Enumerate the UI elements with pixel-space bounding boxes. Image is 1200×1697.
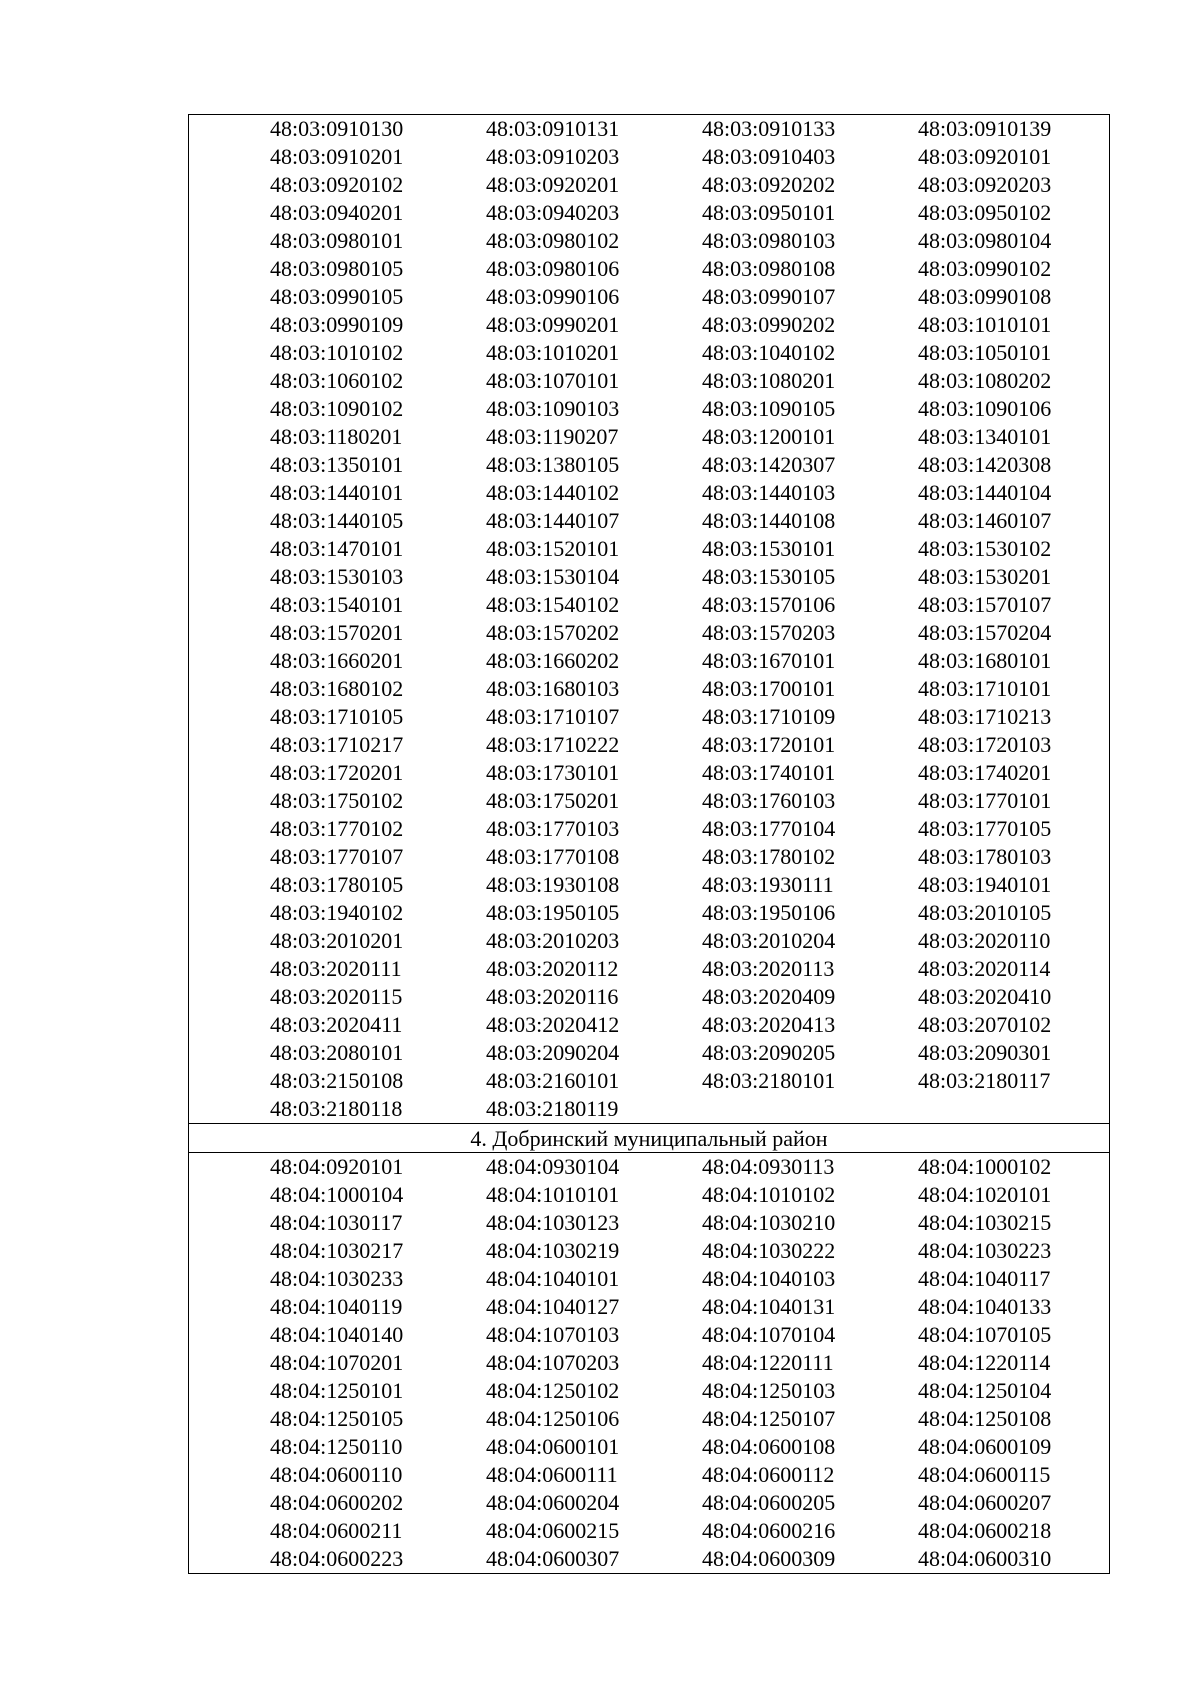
cadastral-number-cell: 48:03:0980101 <box>270 228 404 253</box>
cadastral-number-cell: 48:03:2160101 <box>486 1068 620 1093</box>
cadastral-number-cell: 48:04:1040103 <box>702 1266 836 1291</box>
table-row <box>189 311 1109 339</box>
cadastral-number-cell: 48:03:0910131 <box>486 116 620 141</box>
cadastral-number-cell: 48:03:0920203 <box>918 172 1052 197</box>
cadastral-number-cell: 48:04:1220114 <box>918 1350 1051 1375</box>
cadastral-number-cell: 48:03:0990102 <box>918 256 1052 281</box>
table-row <box>189 1067 1109 1095</box>
cadastral-number-cell: 48:04:0600108 <box>702 1434 836 1459</box>
table-row <box>189 227 1109 255</box>
cadastral-number-cell: 48:03:1770108 <box>486 844 620 869</box>
table-row <box>189 1265 1109 1293</box>
cadastral-number-cell: 48:03:1720101 <box>702 732 836 757</box>
table-row <box>189 1405 1109 1433</box>
cadastral-number-cell: 48:03:2010105 <box>918 900 1052 925</box>
cadastral-number-cell: 48:03:2070102 <box>918 1012 1052 1037</box>
table-row <box>189 199 1109 227</box>
cadastral-number-cell: 48:03:1710213 <box>918 704 1052 729</box>
cadastral-number-cell: 48:03:1570202 <box>486 620 620 645</box>
table-row <box>189 1321 1109 1349</box>
cadastral-number-cell: 48:03:2010204 <box>702 928 836 953</box>
cadastral-number-cell: 48:03:1740101 <box>702 760 836 785</box>
cadastral-number-cell: 48:03:1340101 <box>918 424 1052 449</box>
cadastral-number-cell: 48:04:1030219 <box>486 1238 620 1263</box>
cadastral-number-cell: 48:04:1040117 <box>918 1266 1051 1291</box>
cadastral-number-cell: 48:03:2020116 <box>486 984 619 1009</box>
cadastral-number-cell: 48:03:1760103 <box>702 788 836 813</box>
cadastral-number-cell: 48:04:1250110 <box>270 1434 403 1459</box>
cadastral-number-cell: 48:03:1570203 <box>702 620 836 645</box>
table-row <box>189 1349 1109 1377</box>
cadastral-number-cell: 48:03:2020115 <box>270 984 403 1009</box>
cadastral-number-cell: 48:03:0990201 <box>486 312 620 337</box>
cadastral-number-cell: 48:03:1940101 <box>918 872 1052 897</box>
cadastral-number-cell: 48:04:1040133 <box>918 1294 1052 1319</box>
cadastral-number-cell: 48:03:1090106 <box>918 396 1052 421</box>
cadastral-number-cell: 48:04:1250108 <box>918 1406 1052 1431</box>
cadastral-number-cell: 48:03:2020412 <box>486 1012 620 1037</box>
cadastral-number-cell: 48:04:1040140 <box>270 1322 404 1347</box>
table-row <box>189 871 1109 899</box>
cadastral-number-cell: 48:03:1770103 <box>486 816 620 841</box>
cadastral-number-cell: 48:04:0600216 <box>702 1518 836 1543</box>
cadastral-number-cell: 48:03:2020409 <box>702 984 836 1009</box>
table-row <box>189 955 1109 983</box>
cadastral-number-cell: 48:03:1190207 <box>486 424 619 449</box>
cadastral-number-cell: 48:03:1440107 <box>486 508 620 533</box>
cadastral-number-cell: 48:03:2020410 <box>918 984 1052 1009</box>
cadastral-number-cell: 48:03:2020411 <box>270 1012 403 1037</box>
cadastral-number-cell: 48:04:1030222 <box>702 1238 836 1263</box>
cadastral-number-cell: 48:03:1080201 <box>702 368 836 393</box>
cadastral-number-cell: 48:03:1440105 <box>270 508 404 533</box>
cadastral-number-cell: 48:03:1050101 <box>918 340 1052 365</box>
cadastral-number-cell: 48:04:0600307 <box>486 1546 620 1571</box>
cadastral-number-cell: 48:03:1710101 <box>918 676 1052 701</box>
cadastral-number-cell: 48:03:1010101 <box>918 312 1052 337</box>
cadastral-number-cell: 48:03:2020413 <box>702 1012 836 1037</box>
table-row <box>189 367 1109 395</box>
cadastral-number-cell: 48:04:1250101 <box>270 1378 404 1403</box>
cadastral-number-cell: 48:04:0600115 <box>918 1462 1051 1487</box>
cadastral-number-cell: 48:03:1770105 <box>918 816 1052 841</box>
cadastral-number-cell: 48:03:1010102 <box>270 340 404 365</box>
cadastral-number-cell: 48:04:0600112 <box>702 1462 835 1487</box>
cadastral-number-cell: 48:03:0990105 <box>270 284 404 309</box>
cadastral-number-cell: 48:03:0990107 <box>702 284 836 309</box>
cadastral-number-cell: 48:03:2020112 <box>486 956 619 981</box>
cadastral-number-cell: 48:03:1080202 <box>918 368 1052 393</box>
table-section <box>189 115 1109 1123</box>
table-row <box>189 1011 1109 1039</box>
cadastral-number-cell: 48:03:2010203 <box>486 928 620 953</box>
cadastral-number-cell: 48:03:1680102 <box>270 676 404 701</box>
cadastral-number-cell: 48:03:0910201 <box>270 144 404 169</box>
cadastral-number-cell: 48:03:0980102 <box>486 228 620 253</box>
cadastral-number-cell: 48:03:1460107 <box>918 508 1052 533</box>
cadastral-number-cell: 48:03:1570204 <box>918 620 1052 645</box>
cadastral-number-cell: 48:04:0600218 <box>918 1518 1052 1543</box>
cadastral-number-cell: 48:03:1440103 <box>702 480 836 505</box>
cadastral-number-cell: 48:03:1680103 <box>486 676 620 701</box>
cadastral-number-cell: 48:04:1030123 <box>486 1210 620 1235</box>
table-row <box>189 451 1109 479</box>
cadastral-number-cell: 48:03:0910130 <box>270 116 404 141</box>
table-row <box>189 927 1109 955</box>
cadastral-number-cell: 48:04:0600101 <box>486 1434 620 1459</box>
cadastral-number-cell: 48:03:1940102 <box>270 900 404 925</box>
table-row <box>189 395 1109 423</box>
cadastral-number-cell: 48:03:0980105 <box>270 256 404 281</box>
cadastral-number-cell: 48:04:0600205 <box>702 1490 836 1515</box>
cadastral-number-cell: 48:03:1730101 <box>486 760 620 785</box>
table-row <box>189 1095 1109 1123</box>
table-row <box>189 815 1109 843</box>
cadastral-number-cell: 48:04:1040127 <box>486 1294 620 1319</box>
cadastral-number-cell: 48:03:1710105 <box>270 704 404 729</box>
cadastral-number-cell: 48:03:1770102 <box>270 816 404 841</box>
cadastral-number-cell: 48:03:1950105 <box>486 900 620 925</box>
cadastral-number-cell: 48:03:1710107 <box>486 704 620 729</box>
cadastral-number-cell: 48:03:1750102 <box>270 788 404 813</box>
cadastral-number-cell: 48:03:1670101 <box>702 648 836 673</box>
cadastral-number-cell: 48:03:0990202 <box>702 312 836 337</box>
cadastral-number-cell: 48:03:1710109 <box>702 704 836 729</box>
cadastral-number-cell: 48:03:0980104 <box>918 228 1052 253</box>
table-row <box>189 843 1109 871</box>
table-row <box>189 479 1109 507</box>
table-row <box>189 1153 1109 1181</box>
cadastral-number-cell: 48:03:0990108 <box>918 284 1052 309</box>
cadastral-number-cell: 48:03:1070101 <box>486 368 620 393</box>
cadastral-number-cell: 48:03:1470101 <box>270 536 404 561</box>
cadastral-number-cell: 48:04:1250106 <box>486 1406 620 1431</box>
cadastral-number-cell: 48:04:0600204 <box>486 1490 620 1515</box>
cadastral-number-cell: 48:03:2020110 <box>918 928 1051 953</box>
cadastral-number-cell: 48:03:1570106 <box>702 592 836 617</box>
cadastral-number-cell: 48:03:2090204 <box>486 1040 620 1065</box>
cadastral-number-cell: 48:03:1350101 <box>270 452 404 477</box>
cadastral-number-cell: 48:04:1250104 <box>918 1378 1052 1403</box>
cadastral-number-cell: 48:04:1250103 <box>702 1378 836 1403</box>
table-row <box>189 899 1109 927</box>
cadastral-number-cell: 48:03:1090102 <box>270 396 404 421</box>
cadastral-number-cell: 48:04:1040131 <box>702 1294 836 1319</box>
cadastral-number-cell: 48:04:1030210 <box>702 1210 836 1235</box>
table-row <box>189 1489 1109 1517</box>
cadastral-number-cell: 48:03:1710222 <box>486 732 620 757</box>
cadastral-number-cell: 48:04:1020101 <box>918 1182 1052 1207</box>
table-row <box>189 535 1109 563</box>
cadastral-number-cell: 48:03:1540102 <box>486 592 620 617</box>
cadastral-number-cell: 48:04:0930113 <box>702 1154 835 1179</box>
cadastral-number-cell: 48:03:1420307 <box>702 452 836 477</box>
table-row <box>189 255 1109 283</box>
cadastral-number-cell: 48:04:0600223 <box>270 1546 404 1571</box>
cadastral-number-cell: 48:03:1780105 <box>270 872 404 897</box>
cadastral-number-cell: 48:04:0600215 <box>486 1518 620 1543</box>
table-row <box>189 507 1109 535</box>
table-row <box>189 759 1109 787</box>
cadastral-number-cell: 48:03:1040102 <box>702 340 836 365</box>
table-row <box>189 423 1109 451</box>
cadastral-number-cell: 48:03:0940201 <box>270 200 404 225</box>
cadastral-number-cell: 48:04:1040101 <box>486 1266 620 1291</box>
cadastral-number-cell: 48:03:1740201 <box>918 760 1052 785</box>
cadastral-number-cell: 48:03:2010201 <box>270 928 404 953</box>
cadastral-number-cell: 48:04:1070105 <box>918 1322 1052 1347</box>
cadastral-number-cell: 48:04:0600110 <box>270 1462 403 1487</box>
cadastral-number-cell: 48:04:1070201 <box>270 1350 404 1375</box>
cadastral-number-cell: 48:03:2080101 <box>270 1040 404 1065</box>
cadastral-number-cell: 48:03:1770107 <box>270 844 404 869</box>
cadastral-number-cell: 48:04:1070104 <box>702 1322 836 1347</box>
table-row <box>189 675 1109 703</box>
cadastral-number-cell: 48:03:2180118 <box>270 1096 403 1121</box>
table-row <box>189 1209 1109 1237</box>
cadastral-number-cell: 48:03:1440101 <box>270 480 404 505</box>
table-row <box>189 1181 1109 1209</box>
cadastral-number-cell: 48:04:1000102 <box>918 1154 1052 1179</box>
cadastral-number-cell: 48:03:1380105 <box>486 452 620 477</box>
table-row <box>189 1545 1109 1573</box>
cadastral-number-cell: 48:03:1090105 <box>702 396 836 421</box>
cadastral-number-cell: 48:03:0950101 <box>702 200 836 225</box>
table-row <box>189 1433 1109 1461</box>
cadastral-number-cell: 48:03:1930108 <box>486 872 620 897</box>
cadastral-number-cell: 48:03:2090301 <box>918 1040 1052 1065</box>
cadastral-number-cell: 48:04:0920101 <box>270 1154 404 1179</box>
cadastral-number-cell: 48:03:1930111 <box>702 872 834 897</box>
cadastral-number-cell: 48:04:1030215 <box>918 1210 1052 1235</box>
cadastral-number-cell: 48:04:1070203 <box>486 1350 620 1375</box>
cadastral-number-cell: 48:04:1030233 <box>270 1266 404 1291</box>
cadastral-number-cell: 48:04:0600310 <box>918 1546 1052 1571</box>
cadastral-numbers-table <box>188 114 1110 1574</box>
table-row <box>189 787 1109 815</box>
cadastral-number-cell: 48:03:1530102 <box>918 536 1052 561</box>
cadastral-number-cell: 48:03:2180117 <box>918 1068 1051 1093</box>
cadastral-number-cell: 48:03:1770101 <box>918 788 1052 813</box>
cadastral-number-cell: 48:03:1520101 <box>486 536 620 561</box>
table-row <box>189 647 1109 675</box>
table-row <box>189 983 1109 1011</box>
cadastral-number-cell: 48:03:1950106 <box>702 900 836 925</box>
table-section <box>189 1123 1109 1573</box>
table-row <box>189 1039 1109 1067</box>
cadastral-number-cell: 48:03:1570201 <box>270 620 404 645</box>
cadastral-number-cell: 48:03:1010201 <box>486 340 620 365</box>
cadastral-number-cell: 48:04:0600202 <box>270 1490 404 1515</box>
cadastral-number-cell: 48:03:1710217 <box>270 732 404 757</box>
cadastral-number-cell: 48:04:1070103 <box>486 1322 620 1347</box>
cadastral-number-cell: 48:03:1770104 <box>702 816 836 841</box>
cadastral-number-cell: 48:03:1720103 <box>918 732 1052 757</box>
cadastral-number-cell: 48:03:1440104 <box>918 480 1052 505</box>
cadastral-number-cell: 48:04:1250102 <box>486 1378 620 1403</box>
cadastral-number-cell: 48:03:2180119 <box>486 1096 619 1121</box>
cadastral-number-cell: 48:03:2020113 <box>702 956 835 981</box>
cadastral-number-cell: 48:03:1530103 <box>270 564 404 589</box>
cadastral-number-cell: 48:04:0600109 <box>918 1434 1052 1459</box>
cadastral-number-cell: 48:03:1420308 <box>918 452 1052 477</box>
cadastral-number-cell: 48:03:1440102 <box>486 480 620 505</box>
cadastral-number-cell: 48:03:0980106 <box>486 256 620 281</box>
table-row <box>189 1517 1109 1545</box>
cadastral-number-cell: 48:04:1250105 <box>270 1406 404 1431</box>
table-row <box>189 591 1109 619</box>
cadastral-number-cell: 48:03:1680101 <box>918 648 1052 673</box>
cadastral-number-cell: 48:04:0600111 <box>486 1462 618 1487</box>
table-row <box>189 619 1109 647</box>
table-row <box>189 1293 1109 1321</box>
cadastral-number-cell: 48:03:0920201 <box>486 172 620 197</box>
table-row <box>189 1237 1109 1265</box>
cadastral-number-cell: 48:03:0950102 <box>918 200 1052 225</box>
cadastral-number-cell: 48:04:1010102 <box>702 1182 836 1207</box>
cadastral-number-cell: 48:03:2150108 <box>270 1068 404 1093</box>
table-row <box>189 731 1109 759</box>
cadastral-number-cell: 48:03:1720201 <box>270 760 404 785</box>
cadastral-number-cell: 48:03:2020111 <box>270 956 402 981</box>
cadastral-number-cell: 48:04:1030217 <box>270 1238 404 1263</box>
cadastral-number-cell: 48:04:0600207 <box>918 1490 1052 1515</box>
cadastral-number-cell: 48:04:0600309 <box>702 1546 836 1571</box>
table-row <box>189 703 1109 731</box>
cadastral-number-cell: 48:03:1660202 <box>486 648 620 673</box>
cadastral-number-cell: 48:03:1660201 <box>270 648 404 673</box>
cadastral-number-cell: 48:03:0920101 <box>918 144 1052 169</box>
cadastral-number-cell: 48:03:1780103 <box>918 844 1052 869</box>
cadastral-number-cell: 48:03:1530201 <box>918 564 1052 589</box>
cadastral-number-cell: 48:03:2180101 <box>702 1068 836 1093</box>
table-row <box>189 563 1109 591</box>
cadastral-number-cell: 48:03:0980108 <box>702 256 836 281</box>
cadastral-number-cell: 48:03:0910203 <box>486 144 620 169</box>
cadastral-number-cell: 48:03:1750201 <box>486 788 620 813</box>
table-row <box>189 115 1109 143</box>
cadastral-number-cell: 48:04:0600211 <box>270 1518 403 1543</box>
cadastral-number-cell: 48:03:1060102 <box>270 368 404 393</box>
cadastral-number-cell: 48:03:1180201 <box>270 424 403 449</box>
table-row <box>189 143 1109 171</box>
cadastral-number-cell: 48:03:0920102 <box>270 172 404 197</box>
cadastral-number-cell: 48:04:1250107 <box>702 1406 836 1431</box>
cadastral-number-cell: 48:03:0990109 <box>270 312 404 337</box>
cadastral-number-cell: 48:03:0910139 <box>918 116 1052 141</box>
cadastral-number-cell: 48:03:1570107 <box>918 592 1052 617</box>
cadastral-number-cell: 48:04:1030117 <box>270 1210 403 1235</box>
cadastral-number-cell: 48:03:1440108 <box>702 508 836 533</box>
cadastral-number-cell: 48:03:1530101 <box>702 536 836 561</box>
section-heading: 4. Добринский муниципальный район <box>189 1123 1109 1153</box>
table-row <box>189 171 1109 199</box>
cadastral-number-cell: 48:03:2090205 <box>702 1040 836 1065</box>
cadastral-number-cell: 48:03:2020114 <box>918 956 1051 981</box>
table-row <box>189 1377 1109 1405</box>
cadastral-number-cell: 48:04:0930104 <box>486 1154 620 1179</box>
cadastral-number-cell: 48:03:1530105 <box>702 564 836 589</box>
cadastral-number-cell: 48:03:0910133 <box>702 116 836 141</box>
cadastral-number-cell: 48:03:1780102 <box>702 844 836 869</box>
cadastral-number-cell: 48:04:1010101 <box>486 1182 620 1207</box>
cadastral-number-cell: 48:04:1030223 <box>918 1238 1052 1263</box>
cadastral-number-cell: 48:03:1200101 <box>702 424 836 449</box>
cadastral-number-cell: 48:03:0990106 <box>486 284 620 309</box>
cadastral-number-cell: 48:03:0940203 <box>486 200 620 225</box>
cadastral-number-cell: 48:04:1000104 <box>270 1182 404 1207</box>
cadastral-number-cell: 48:03:1090103 <box>486 396 620 421</box>
cadastral-number-cell: 48:03:1700101 <box>702 676 836 701</box>
cadastral-number-cell: 48:03:0980103 <box>702 228 836 253</box>
cadastral-number-cell: 48:03:1530104 <box>486 564 620 589</box>
table-row <box>189 283 1109 311</box>
table-row <box>189 339 1109 367</box>
cadastral-number-cell: 48:03:0910403 <box>702 144 836 169</box>
cadastral-number-cell: 48:04:1040119 <box>270 1294 403 1319</box>
cadastral-number-cell: 48:03:0920202 <box>702 172 836 197</box>
cadastral-number-cell: 48:03:1540101 <box>270 592 404 617</box>
cadastral-number-cell: 48:04:1220111 <box>702 1350 834 1375</box>
table-row <box>189 1461 1109 1489</box>
